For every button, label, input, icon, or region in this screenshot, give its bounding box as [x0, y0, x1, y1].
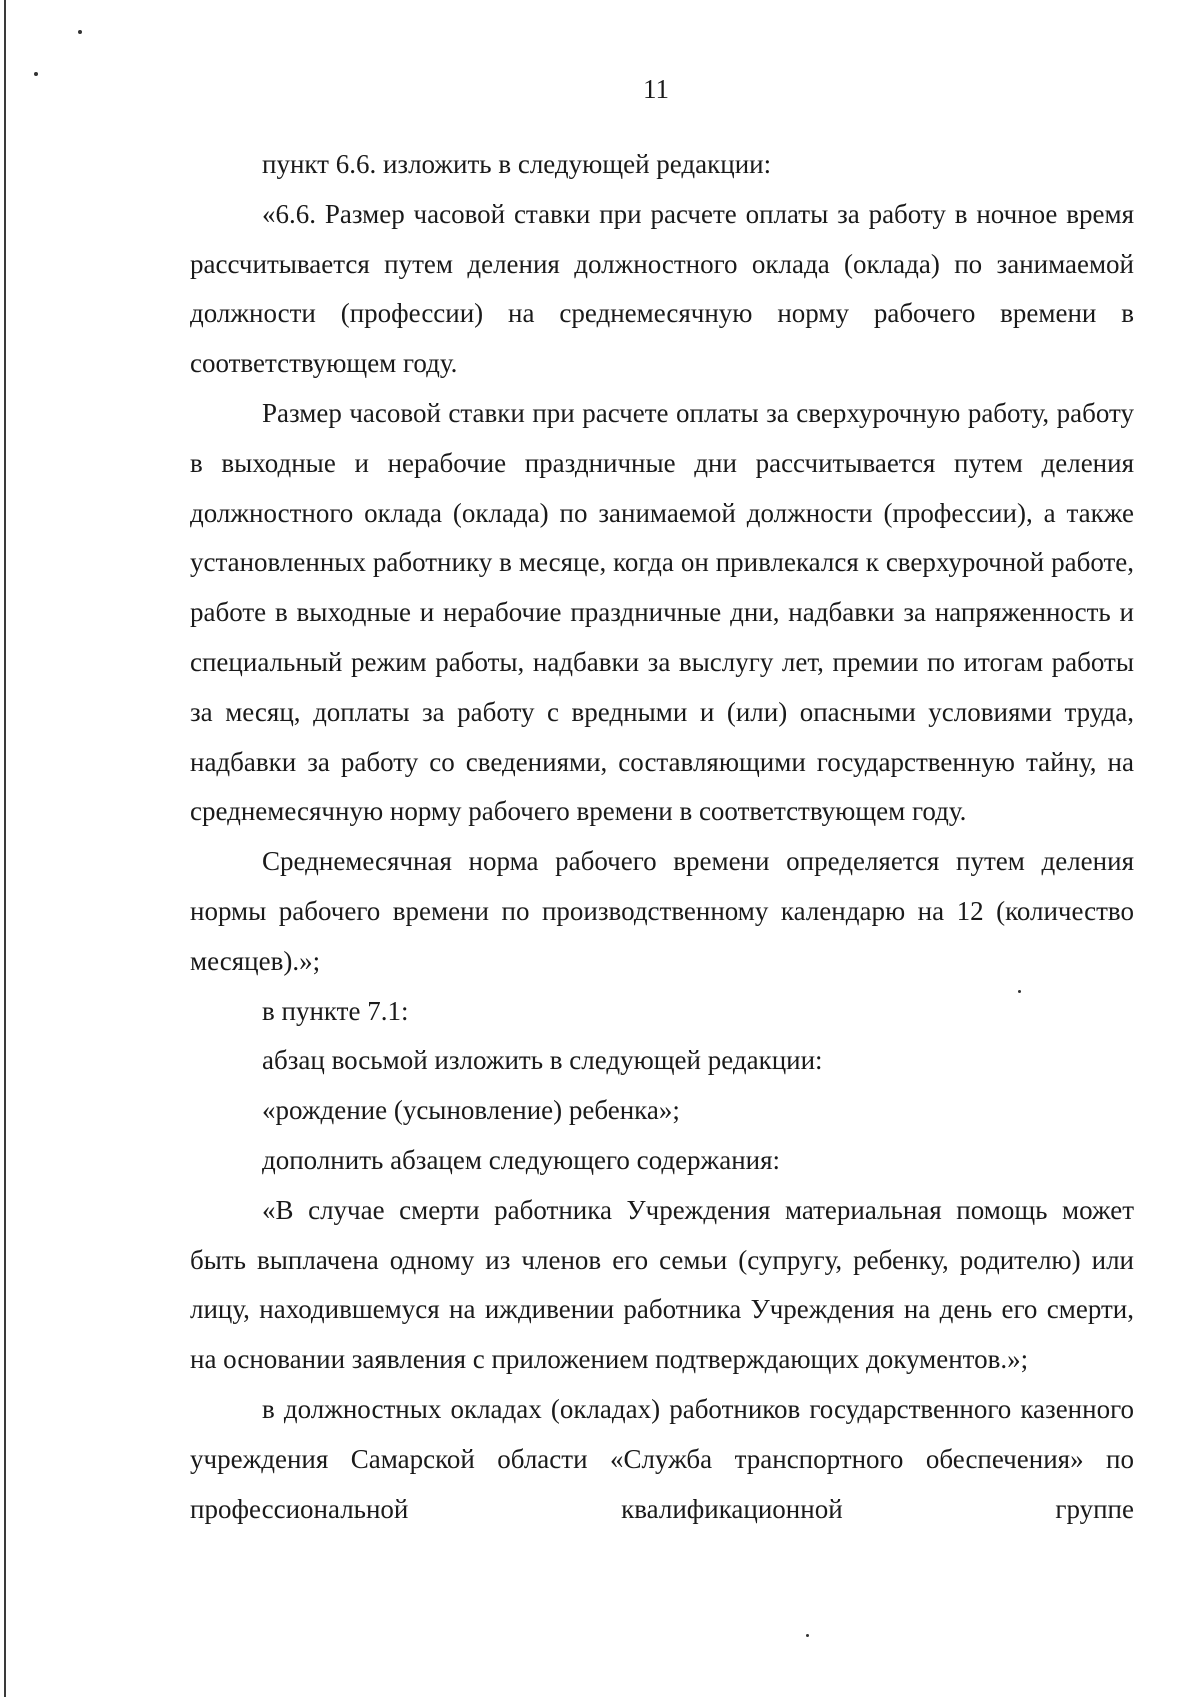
- scan-speck: [34, 72, 38, 76]
- paragraph: дополнить абзацем следующего содержания:: [262, 1144, 781, 1175]
- paragraph: в должностных окладах (окладах) работников государственного казенного учреждения Самарской области «Служба транспортного обеспечения» по профессиональной квалификационной группе: [190, 1393, 1134, 1524]
- paragraph: в пункте 7.1:: [262, 995, 409, 1026]
- scan-speck: [78, 30, 82, 34]
- paragraph: «рождение (усыновление) ребенка»;: [262, 1095, 680, 1126]
- scan-speck: [806, 1634, 809, 1637]
- page-number: 11: [643, 74, 669, 104]
- paragraph: Среднемесячная норма рабочего времени определяется путем деления нормы рабочего времени по производственному календарю на 12 (количество месяцев).»;: [190, 846, 1134, 976]
- paragraph: абзац восьмой изложить в следующей редакции:: [262, 1045, 823, 1076]
- paragraph: «6.6. Размер часовой ставки при расчете оплаты за работу в ночное время рассчитывается путем деления должностного оклада (оклада) по занимаемой должности (профессии) на среднемесячную норму рабочего времени в соответствующем году.: [190, 198, 1134, 379]
- paragraph: Размер часовой ставки при расчете оплаты за сверхурочную работу, работу в выходные и нерабочие праздничные дни рассчитывается путем деления должностного оклада (оклада) по занимаемой должности (профессии), а также установленных работнику в месяце, когда он привлекался к сверхурочной работе, работе в выходные и нерабочие праздничные дни, надбавки за напряженность и специальный режим работы, надбавки за выслугу лет, премии по итогам работы за месяц, доплаты за работу с вредными и (или) опасными условиями труда, надбавки за работу со сведениями, составляющими государственную тайну, на среднемесячную норму рабочего времени в соответствующем году.: [190, 397, 1134, 827]
- page-edge-line: [4, 0, 6, 1697]
- document-body: [190, 140, 1134, 1534]
- paragraph: «В случае смерти работника Учреждения материальная помощь может быть выплачена одному из членов его семьи (супругу, ребенку, родителю) или лицу, находившемуся на иждивении работника Учреждения на день его смерти, на основании заявления с приложением подтверждающих документов.»;: [190, 1194, 1134, 1375]
- paragraph: пункт 6.6. изложить в следующей редакции:: [262, 149, 772, 179]
